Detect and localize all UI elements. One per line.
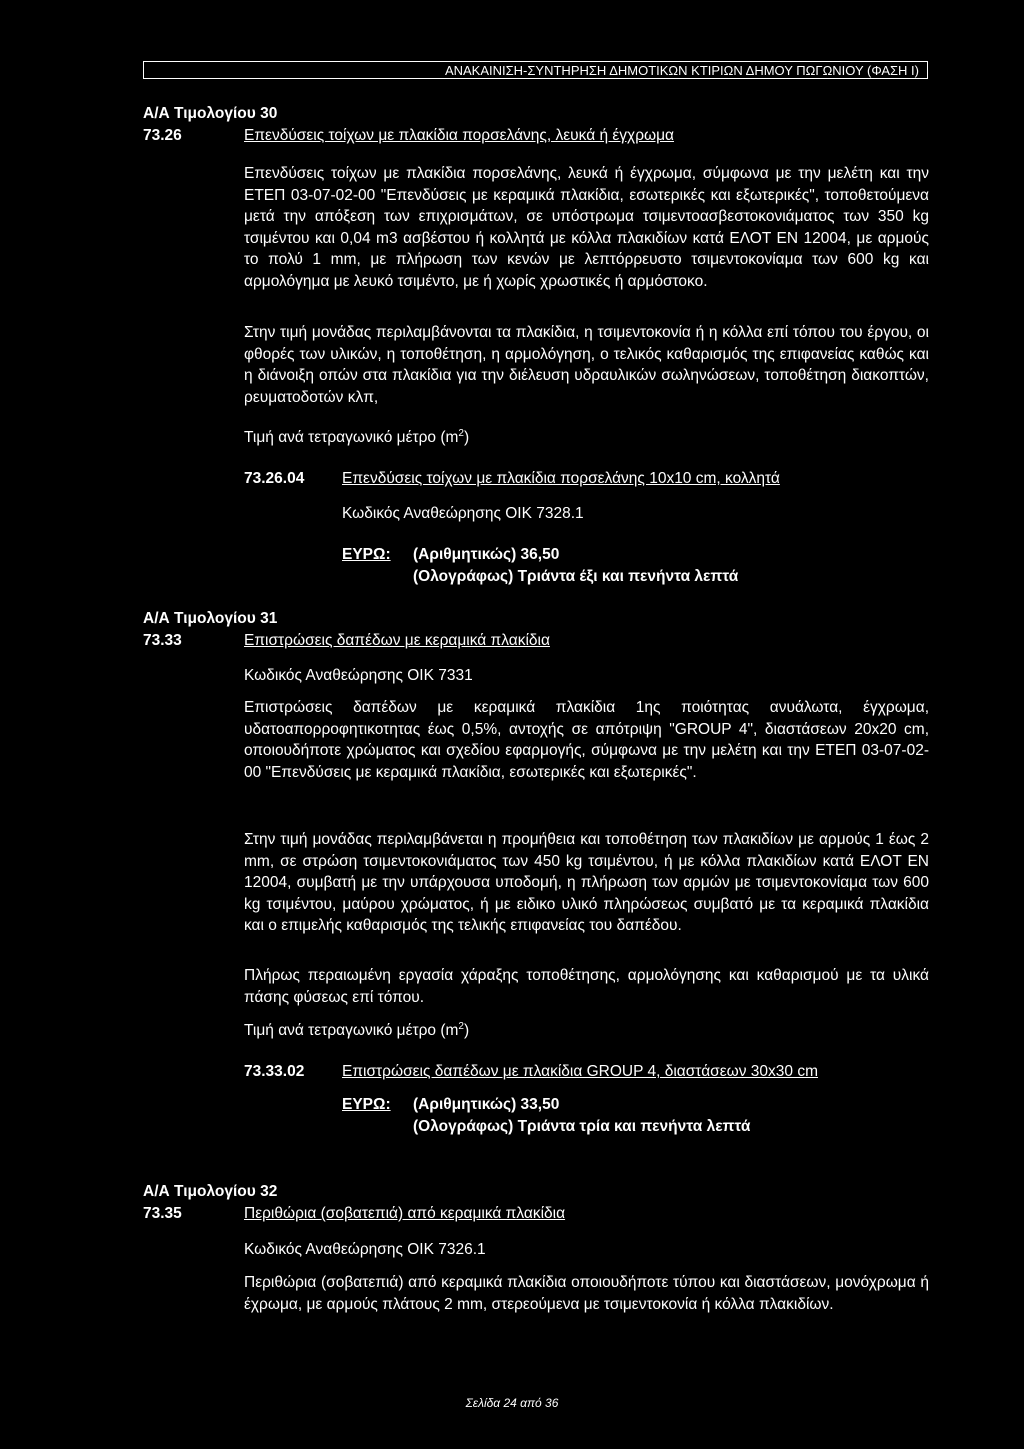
item-31-unit-end: ) xyxy=(463,1022,470,1039)
item-31-aa: Α/Α Τιμολογίου 31 xyxy=(143,610,278,627)
item-31-euro-label: ΕΥΡΩ: xyxy=(342,1096,391,1113)
item-31-unit-text: Τιμή ανά τετραγωνικό μέτρο (m xyxy=(244,1022,459,1039)
item-30-unit-end: ) xyxy=(463,429,470,446)
item-30-unit-text: Τιμή ανά τετραγωνικό μέτρο (m xyxy=(244,429,459,446)
item-30-revision: Κωδικός Αναθεώρησης ΟΙΚ 7328.1 xyxy=(342,505,584,522)
item-31-revision: Κωδικός Αναθεώρησης ΟΙΚ 7331 xyxy=(244,667,473,684)
item-30-unit-sup: 2 xyxy=(458,427,464,439)
item-30-paragraph-1: Επενδύσεις τοίχων με πλακίδια πορσελάνης, λευκά ή έγχρωμα, σύμφωνα με την μελέτη και την ΕΤΕΠ 03-07-02-00 "Επενδύσεις με κεραμικά πλακίδια, εσωτερικές και εξωτερικές", τοποθετούμενα μετά την απόξεση των επιχρισμάτων, σε υπόστρωμα τσιμεντοασβεστοκονιάματος των 350 kg τσιμέντου και 0,04 m3 ασβέστου ή κολλητά με κόλλα πλακιδίων κατά ΕΛΟΤ ΕΝ 12004, με αρμούς το πολύ 1 mm, με πλήρωση των κενών με λεπτόρρευστο τσιμεντοκονίαμα των 600 kg και αρμολόγημα με λευκό τσιμέντο, με ή χωρίς χρωστικές ή αρμόστοκο. xyxy=(244,165,929,290)
item-31-sub-code: 73.33.02 xyxy=(244,1063,305,1080)
item-31-paragraph-3: Πλήρως περαιωμένη εργασία χάραξης τοποθέτησης, αρμολόγησης και καθαρισμού με τα υλικά πάσης φύσεως επί τόπου. xyxy=(244,967,929,1006)
item-30-paragraph-2: Στην τιμή μονάδας περιλαμβάνονται τα πλακίδια, η τσιμεντοκονία ή η κόλλα επί τόπου του έργου, οι φθορές των υλικών, η τοποθέτηση, η αρμολόγηση, ο τελικός καθαρισμός της επιφανείας καθώς και η διάνοιξη οπών στα πλακίδια για την διέλευση υδραυλικών σωληνώσεων, τοποθέτηση διακοπτών, ρευματοδοτών κλπ, xyxy=(244,324,929,406)
item-30-euro-label: ΕΥΡΩ: xyxy=(342,546,391,563)
item-30-unit xyxy=(244,427,469,449)
item-30-price-words: (Ολογράφως) Τριάντα έξι και πενήντα λεπτά xyxy=(413,568,739,585)
item-32-aa: Α/Α Τιμολογίου 32 xyxy=(143,1183,278,1200)
item-31-paragraph-2: Στην τιμή μονάδας περιλαμβάνεται η προμήθεια και τοποθέτηση των πλακιδίων με αρμούς 1 έως 2 mm, σε στρώση τσιμεντοκονιάματος των 450 kg τσιμέντου, ή με κόλλα πλακιδίων κατά ΕΛΟΤ ΕΝ 12004, συμβατή με την υπάρχουσα υποδομή, η πλήρωση των αρμών με τσιμεντοκονίαμα των 600 kg τσιμέντου, μαύρου χρώματος, ή με ειδικο υλικό πληρώσεως συμβατό με τα κεραμικά πλακίδια και ο επιμελής καθαρισμός της τελικής επιφανείας του δαπέδου. xyxy=(244,831,929,934)
item-31-price-words: (Ολογράφως) Τριάντα τρία και πενήντα λεπτά xyxy=(413,1118,751,1135)
item-31-sub-title: Επιστρώσεις δαπέδων με πλακίδια GROUP 4, διαστάσεων 30x30 cm xyxy=(342,1063,819,1080)
page-header: ΑΝΑΚΑΙΝΙΣΗ-ΣΥΝΤΗΡΗΣΗ ΔΗΜΟΤΙΚΩΝ ΚΤΙΡΙΩΝ ΔΗΜΟΥ ΠΩΓΩΝΙΟΥ (ΦΑΣΗ Ι) xyxy=(143,61,928,79)
item-31-title: Επιστρώσεις δαπέδων με κεραμικά πλακίδια xyxy=(244,632,550,649)
item-31-code: 73.33 xyxy=(143,632,182,649)
item-32-title: Περιθώρια (σοβατεπιά) από κεραμικά πλακίδια xyxy=(244,1205,566,1222)
item-31-price-numeric: (Αριθμητικώς) 33,50 xyxy=(413,1096,560,1113)
item-32-revision: Κωδικός Αναθεώρησης ΟΙΚ 7326.1 xyxy=(244,1241,486,1258)
item-30-title: Επενδύσεις τοίχων με πλακίδια πορσελάνης, λευκά ή έγχρωμα xyxy=(244,127,675,144)
item-32-code: 73.35 xyxy=(143,1205,182,1222)
item-30-sub-title: Επενδύσεις τοίχων με πλακίδια πορσελάνης 10x10 cm, κολλητά xyxy=(342,470,780,487)
item-30-price-numeric: (Αριθμητικώς) 36,50 xyxy=(413,546,560,563)
item-30-aa: Α/Α Τιμολογίου 30 xyxy=(143,105,278,122)
item-30-code: 73.26 xyxy=(143,127,182,144)
item-30-sub-code: 73.26.04 xyxy=(244,470,305,487)
item-32-paragraph-1: Περιθώρια (σοβατεπιά) από κεραμικά πλακίδια οποιουδήποτε τύπου και διαστάσεων, μονόχρωμα ή έχρωμα, με αρμούς πλάτους 2 mm, στερεούμενα με τσιμεντοκονία ή κόλλα πλακιδίων. xyxy=(244,1274,929,1313)
item-31-unit xyxy=(244,1020,469,1042)
item-31-unit-sup: 2 xyxy=(458,1020,464,1032)
item-31-paragraph-1: Επιστρώσεις δαπέδων με κεραμικά πλακίδια 1ης ποιότητας ανυάλωτα, έγχρωμα, υδατοαπορροφητικοτητας έως 0,5%, αντοχής σε απότριψη "GROUP 4", διαστάσεων 20x20 cm, οποιουδήποτε χρώματος και σχεδίου εφαρμογής, σύμφωνα με την μελέτη και την ΕΤΕΠ 03-07-02-00 "Επενδύσεις με κεραμικά πλακίδια, εσωτερικές και εξωτερικές". xyxy=(244,699,929,781)
page-footer: Σελίδα 24 από 36 xyxy=(465,1396,559,1410)
